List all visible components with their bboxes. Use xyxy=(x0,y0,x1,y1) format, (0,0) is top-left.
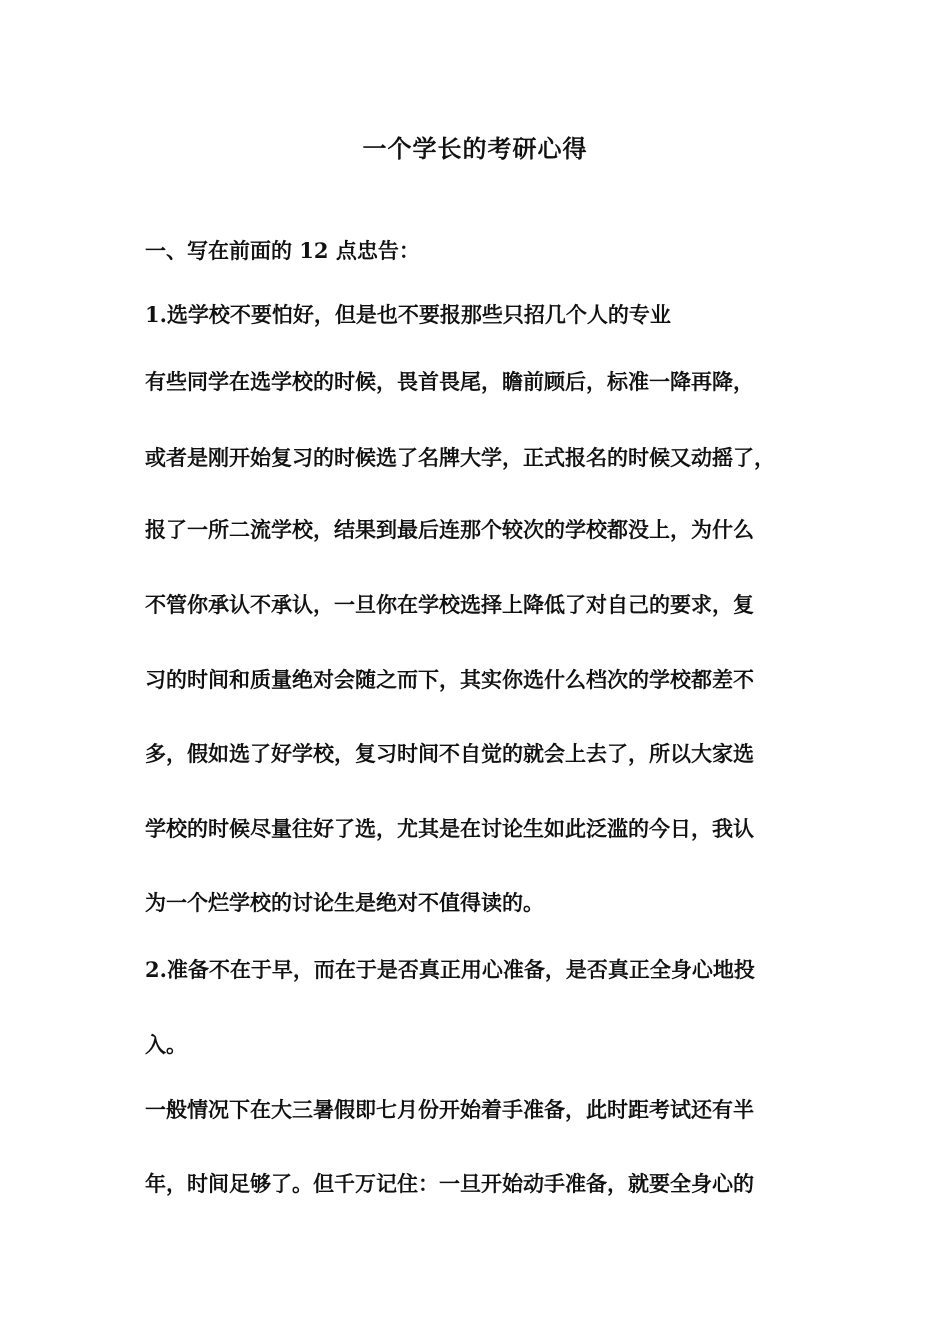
paragraph-line: 不管你承认不承认，一旦你在学校选择上降低了对自己的要求，复 xyxy=(145,592,754,617)
document-title: 一个学长的考研心得 xyxy=(362,134,588,163)
paragraph-line: 有些同学在选学校的时候，畏首畏尾，瞻前顾后，标准一降再降， xyxy=(145,369,754,394)
paragraph-line: 多，假如选了好学校，复习时间不自觉的就会上去了，所以大家选 xyxy=(145,741,754,766)
paragraph-line: 学校的时候尽量往好了选，尤其是在讨论生如此泛滥的今日，我认 xyxy=(145,816,754,841)
point-2-heading: 2.准备不在于早，而在于是否真正用心准备，是否真正全身心地投 xyxy=(145,957,755,982)
point-2-heading-continued: 入。 xyxy=(145,1032,187,1057)
paragraph-line: 或者是刚开始复习的时候选了名牌大学，正式报名的时候又动摇了， xyxy=(145,445,775,470)
section-heading: 一、写在前面的 12 点忠告： xyxy=(145,238,420,263)
paragraph-line: 年，时间足够了。但千万记住：一旦开始动手准备，就要全身心的 xyxy=(145,1171,754,1196)
paragraph-line: 报了一所二流学校，结果到最后连那个较次的学校都没上，为什么 xyxy=(145,517,754,542)
paragraph-line: 习的时间和质量绝对会随之而下，其实你选什么档次的学校都差不 xyxy=(145,667,754,692)
paragraph-line: 一般情况下在大三暑假即七月份开始着手准备，此时距考试还有半 xyxy=(145,1097,754,1122)
paragraph-line: 为一个烂学校的讨论生是绝对不值得读的。 xyxy=(145,890,544,915)
point-1-heading: 1.选学校不要怕好，但是也不要报那些只招几个人的专业 xyxy=(145,302,671,327)
